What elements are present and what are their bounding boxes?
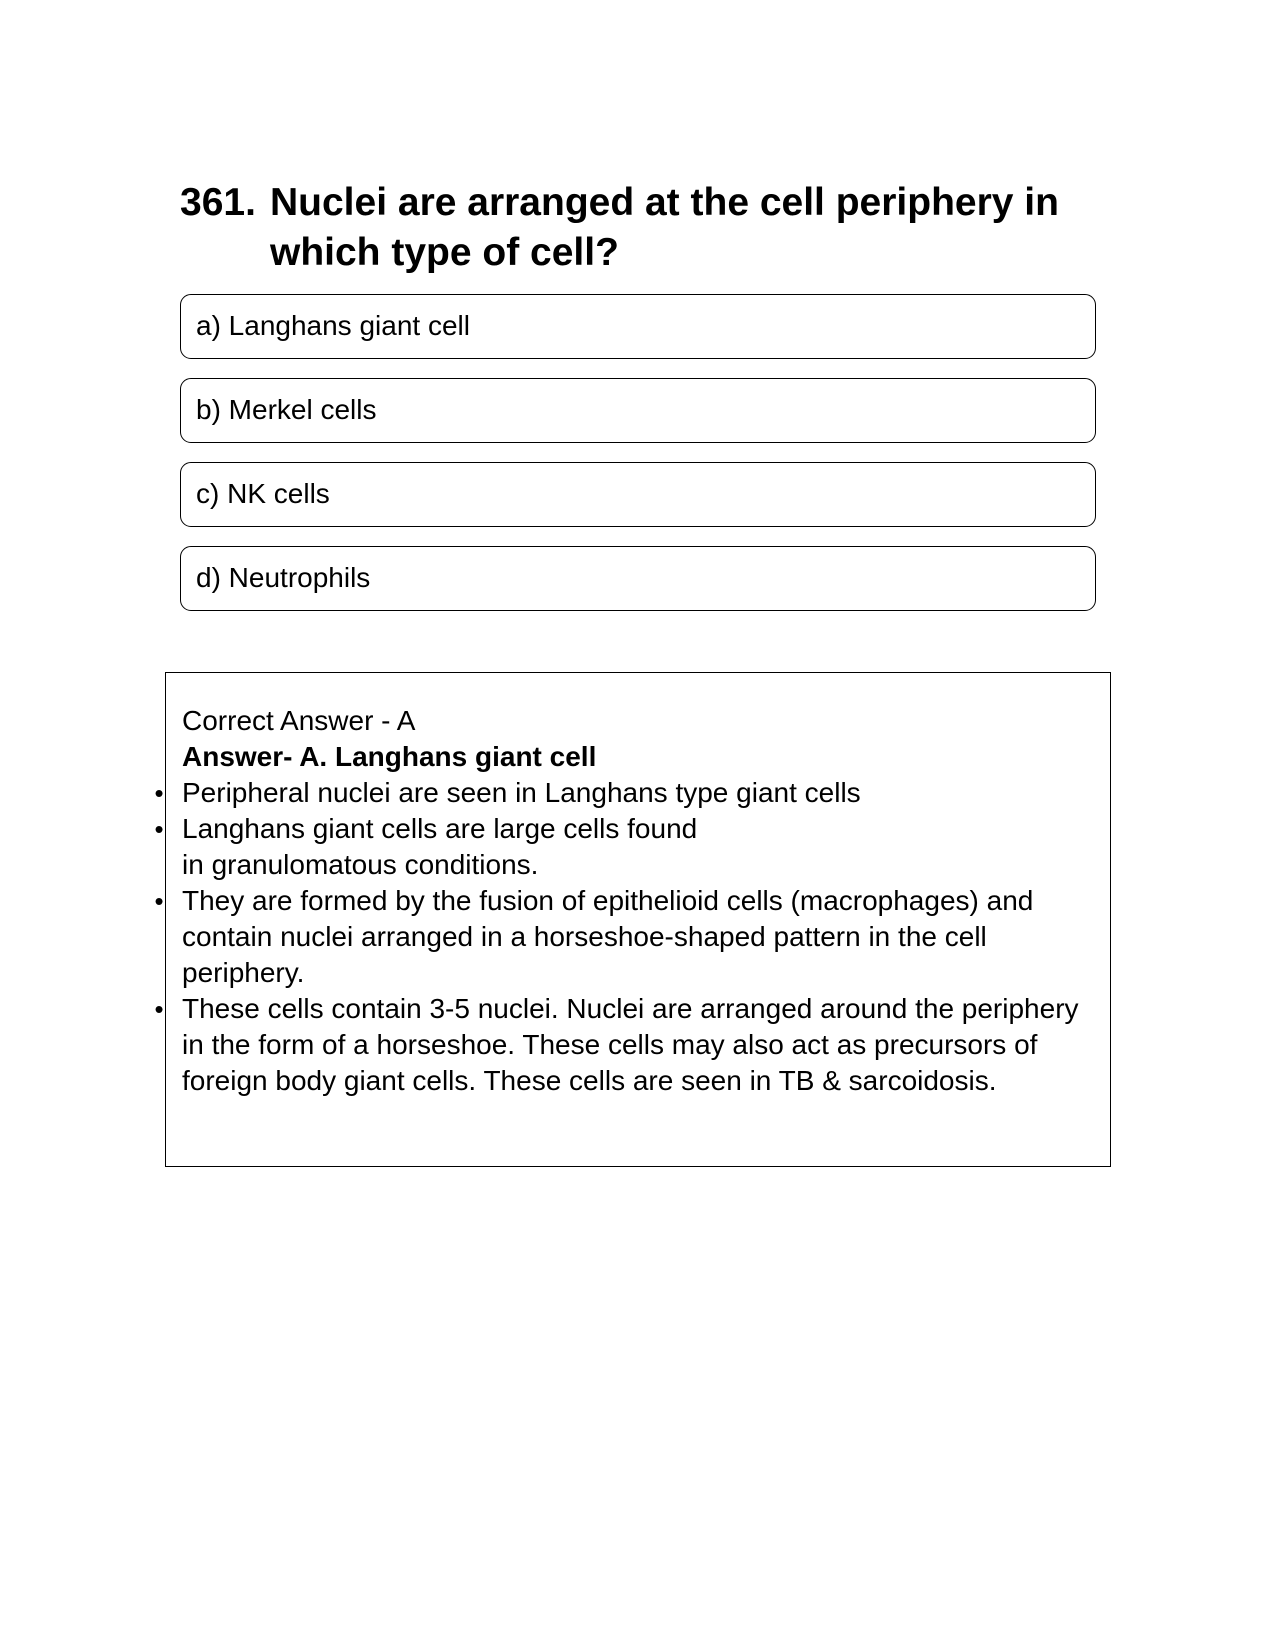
bullet-icon: • <box>154 814 164 844</box>
correct-answer-line: Correct Answer - A <box>182 705 416 736</box>
list-item <box>154 883 1094 991</box>
option-d[interactable]: d) Neutrophils <box>180 546 1096 611</box>
bullet-icon: • <box>154 778 164 808</box>
option-b[interactable]: b) Merkel cells <box>180 378 1096 443</box>
option-a[interactable]: a) Langhans giant cell <box>180 294 1096 359</box>
question-heading <box>180 178 1100 278</box>
list-item-text: These cells contain 3-5 nuclei. Nuclei are arranged around the periphery in the form of a horseshoe. These cells may also act as precursors of foreign body giant cells. These cells are seen in TB & sarcoidosis. <box>182 993 1079 1096</box>
list-item <box>154 991 1094 1099</box>
question-text: Nuclei are arranged at the cell periphery in which type of cell? <box>270 181 1059 274</box>
list-item <box>154 811 1094 883</box>
list-item-text-continued: in granulomatous conditions. <box>182 849 539 880</box>
list-item <box>154 775 1094 811</box>
list-item-text: Peripheral nuclei are seen in Langhans type giant cells <box>182 777 861 808</box>
answer-explanation-box <box>154 672 1111 1167</box>
explanation-list <box>154 775 1094 1099</box>
bullet-icon: • <box>154 994 164 1024</box>
question-number: 361. <box>180 181 256 224</box>
option-c[interactable]: c) NK cells <box>180 462 1096 527</box>
list-item-text: Langhans giant cells are large cells found <box>182 813 698 844</box>
answer-heading: Answer- A. Langhans giant cell <box>182 741 597 772</box>
bullet-icon: • <box>154 886 164 916</box>
list-item-text: They are formed by the fusion of epithelioid cells (macrophages) and contain nuclei arranged in a horseshoe-shaped pattern in the cell periphery. <box>182 885 1034 988</box>
